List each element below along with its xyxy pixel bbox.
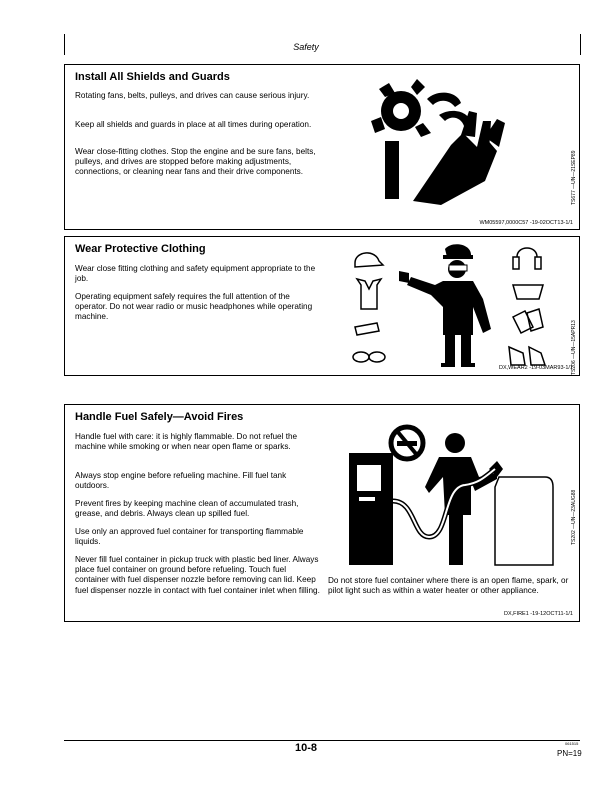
rotating-fan-hand-hazard-icon xyxy=(365,71,575,211)
paragraph: Rotating fans, belts, pulleys, and drives can cause serious injury. xyxy=(75,91,310,100)
section-fuel-safety xyxy=(64,404,580,622)
paragraph: Use only an approved fuel container for transporting flammable liquids. xyxy=(75,527,304,547)
section-protective-clothing xyxy=(64,236,580,376)
image-code: TS202 —UN—23AUG88 xyxy=(571,489,577,545)
footer-code: 061515 xyxy=(565,741,579,746)
footer-rule xyxy=(64,740,580,741)
protective-equipment-icon xyxy=(347,243,567,371)
image-code: TS206 —UN—15APR13 xyxy=(571,320,577,375)
section-title: Wear Protective Clothing xyxy=(75,243,206,255)
paragraph: Do not store fuel container where there is an open flame, spark, or pilot light such as within a water heater or other appliance. xyxy=(328,576,569,596)
page-pn: PN=19 xyxy=(557,749,582,758)
refueling-no-smoking-icon xyxy=(345,417,565,567)
paragraph: Always stop engine before refueling machine. Fill fuel tank outdoors. xyxy=(75,471,287,491)
paragraph: Wear close-fitting clothes. Stop the engine and be sure fans, belts, pulleys, and drives are stopped before making adjustments, connections, or cleaning near fans and their drive components. xyxy=(75,147,316,177)
section-reference: WM05597,0000C57 -19-02OCT13-1/1 xyxy=(479,220,573,226)
paragraph: Prevent fires by keeping machine clean of accumulated trash, grease, and debris. Always clean up spilled fuel. xyxy=(75,499,299,519)
paragraph: Keep all shields and guards in place at all times during operation. xyxy=(75,120,312,129)
image-code: TS677 —UN—21SEP89 xyxy=(571,150,577,205)
paragraph: Operating equipment safely requires the full attention of the operator. Do not wear radio or music headphones while operating machine. xyxy=(75,292,313,322)
section-title: Install All Shields and Guards xyxy=(75,71,230,83)
paragraph: Handle fuel with care: it is highly flammable. Do not refuel the machine while smoking or when near open flame or sparks. xyxy=(75,432,298,452)
section-shields-guards xyxy=(64,64,580,230)
page-number: 10-8 xyxy=(294,742,318,754)
paragraph: Wear close fitting clothing and safety equipment appropriate to the job. xyxy=(75,264,316,284)
page-header-title: Safety xyxy=(293,42,319,52)
section-reference: DX,FIRE1 -19-12OCT11-1/1 xyxy=(504,611,573,617)
paragraph: Never fill fuel container in pickup truck with plastic bed liner. Always place fuel container on ground before refueling. Touch fuel container with fuel dispenser nozzle before removing can lid. Keep fuel dispenser nozzle in contact with fuel container inlet when filling. xyxy=(75,555,320,595)
section-title: Handle Fuel Safely—Avoid Fires xyxy=(75,411,244,423)
section-reference: DX,WEAR2 -19-03MAR93-1/1 xyxy=(499,365,573,371)
